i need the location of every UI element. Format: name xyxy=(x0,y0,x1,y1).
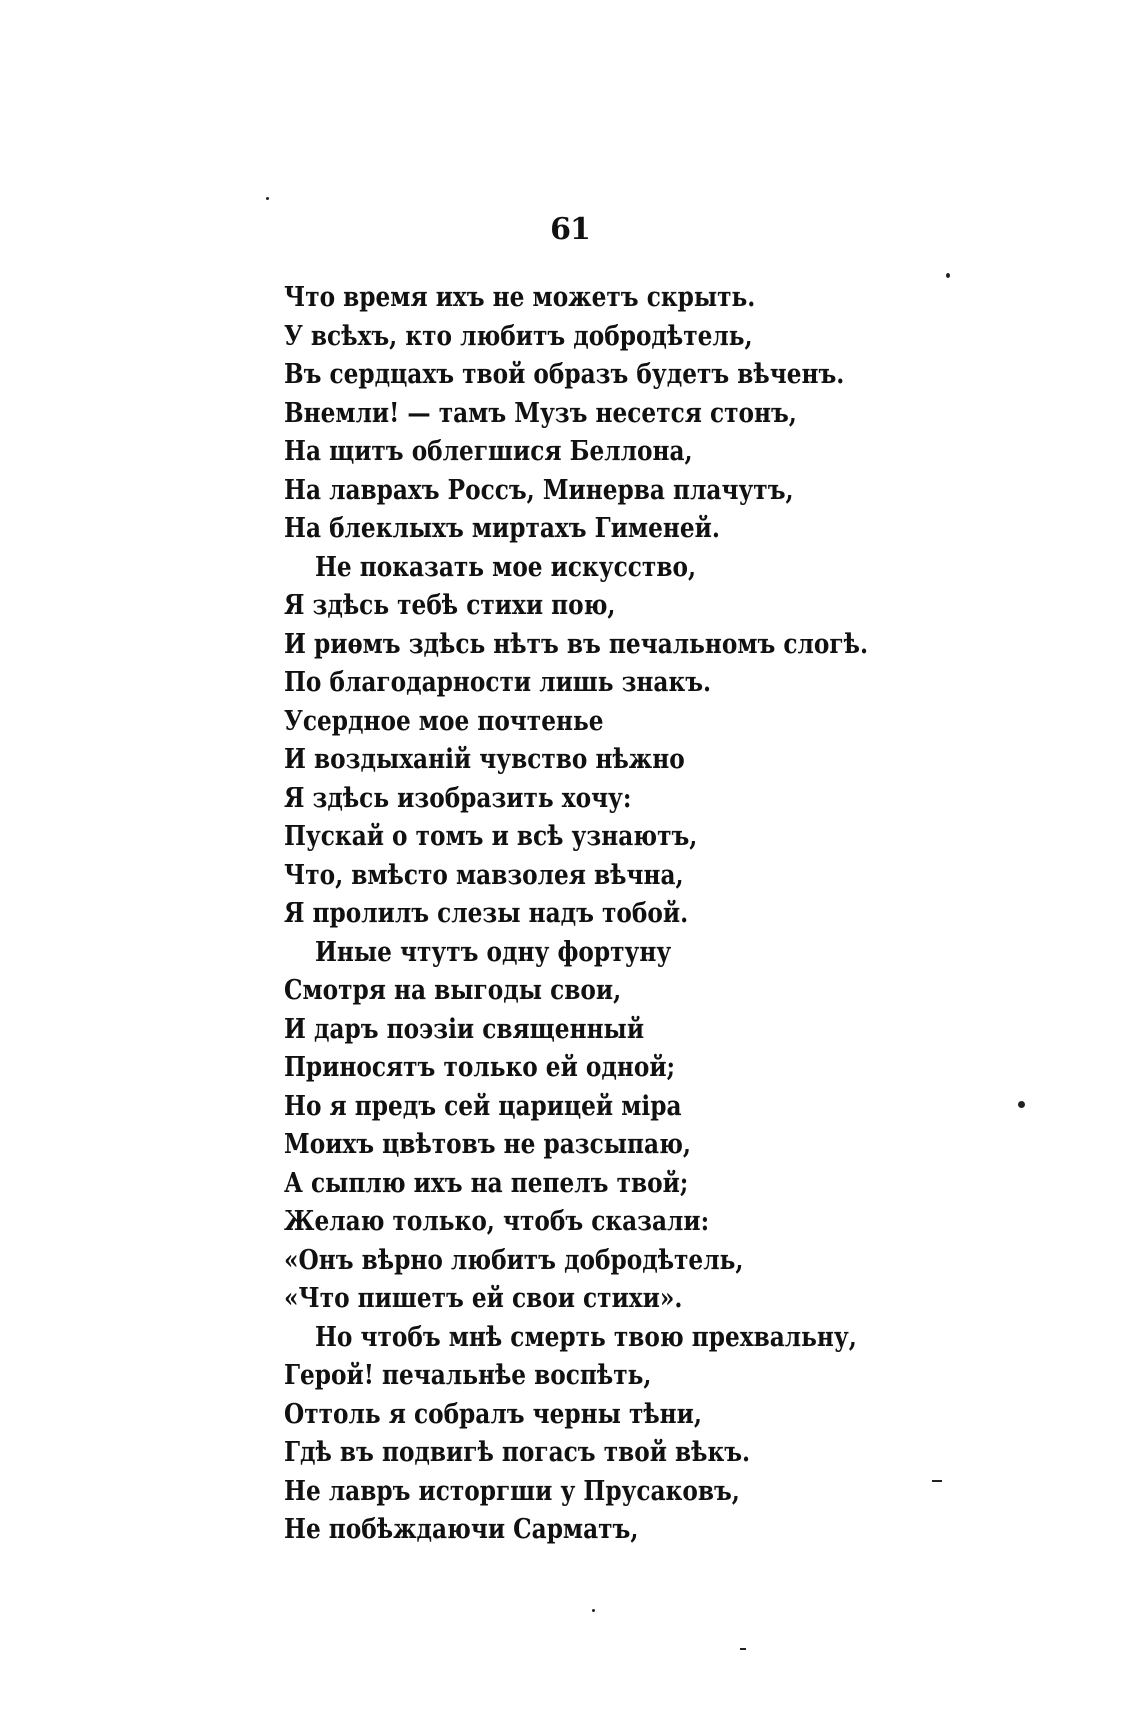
poem-text xyxy=(284,279,869,1550)
scan-speck xyxy=(266,197,269,200)
poem-line: И риѳмъ здѣсь нѣтъ въ печальномъ слогѣ. xyxy=(284,628,869,660)
poem-line: На щитъ облегшися Беллона, xyxy=(284,436,693,467)
poem-line: По благодарности лишь знакъ. xyxy=(284,667,712,698)
poem-line: А сыплю ихъ на пепелъ твой; xyxy=(284,1167,689,1199)
scan-speck xyxy=(740,1648,746,1650)
poem-line: Герой! печальнѣе воспѣть, xyxy=(284,1360,652,1391)
poem-line: Не показать мое искусство, xyxy=(314,551,697,583)
poem-line: Гдѣ въ подвигѣ погасъ твой вѣкъ. xyxy=(284,1437,751,1468)
poem-line: Въ сердцахъ твой образъ будетъ вѣченъ. xyxy=(284,359,845,390)
page-number: 61 xyxy=(550,212,590,247)
poem-line: Я здѣсь изобразить хочу: xyxy=(284,782,632,814)
scan-speck xyxy=(592,1609,595,1612)
poem-line: Иные чтутъ одну фортуну xyxy=(314,936,672,968)
poem-line: Смотря на выгоды свои, xyxy=(284,975,622,1006)
poem-line: Оттоль я собралъ черны тѣни, xyxy=(284,1398,702,1430)
poem-line: Но чтобъ мнѣ смерть твою прехвальну, xyxy=(314,1321,857,1353)
poem-line: На блеклыхъ миртахъ Гименей. xyxy=(284,513,720,544)
poem-line: «Что пишетъ ей свои стихи». xyxy=(284,1283,683,1314)
poem-line: Усердное мое почтенье xyxy=(284,705,604,737)
poem-line: У всѣхъ, кто любитъ добродѣтель, xyxy=(284,320,753,352)
poem-line: Что время ихъ не можетъ скрыть. xyxy=(284,282,756,313)
poem-line: И воздыханій чувство нѣжно xyxy=(284,744,685,775)
poem-line: Моихъ цвѣтовъ не разсыпаю, xyxy=(284,1129,691,1160)
poem-line: Я пролилъ слезы надъ тобой. xyxy=(284,898,689,929)
poem-line: «Онъ вѣрно любитъ добродѣтель, xyxy=(284,1244,744,1276)
scan-speck xyxy=(932,1480,942,1482)
poem-line: Но я предъ сей царицей міра xyxy=(284,1090,682,1122)
scan-speck xyxy=(1018,1101,1025,1108)
poem-line: Я здѣсь тебѣ стихи пою, xyxy=(284,590,616,621)
poem-line: Внемли! — тамъ Музъ несется стонъ, xyxy=(284,397,797,429)
poem-line: На лаврахъ Россъ, Минерва плачутъ, xyxy=(284,474,794,506)
poem-line: Не лавръ исторгши у Прусаковъ, xyxy=(284,1475,740,1507)
poem-line: Не побѣждаючи Сарматъ, xyxy=(284,1514,639,1545)
poem-line: Что, вмѣсто мавзолея вѣчна, xyxy=(284,859,684,891)
poem-line: Пускай о томъ и всѣ узнаютъ, xyxy=(284,821,698,852)
scan-speck xyxy=(946,273,950,278)
poem-line: И даръ поэзіи священный xyxy=(284,1013,645,1045)
poem-line: Приносятъ только ей одной; xyxy=(284,1052,676,1083)
poem-line: Желаю только, чтобъ сказали: xyxy=(284,1206,710,1237)
